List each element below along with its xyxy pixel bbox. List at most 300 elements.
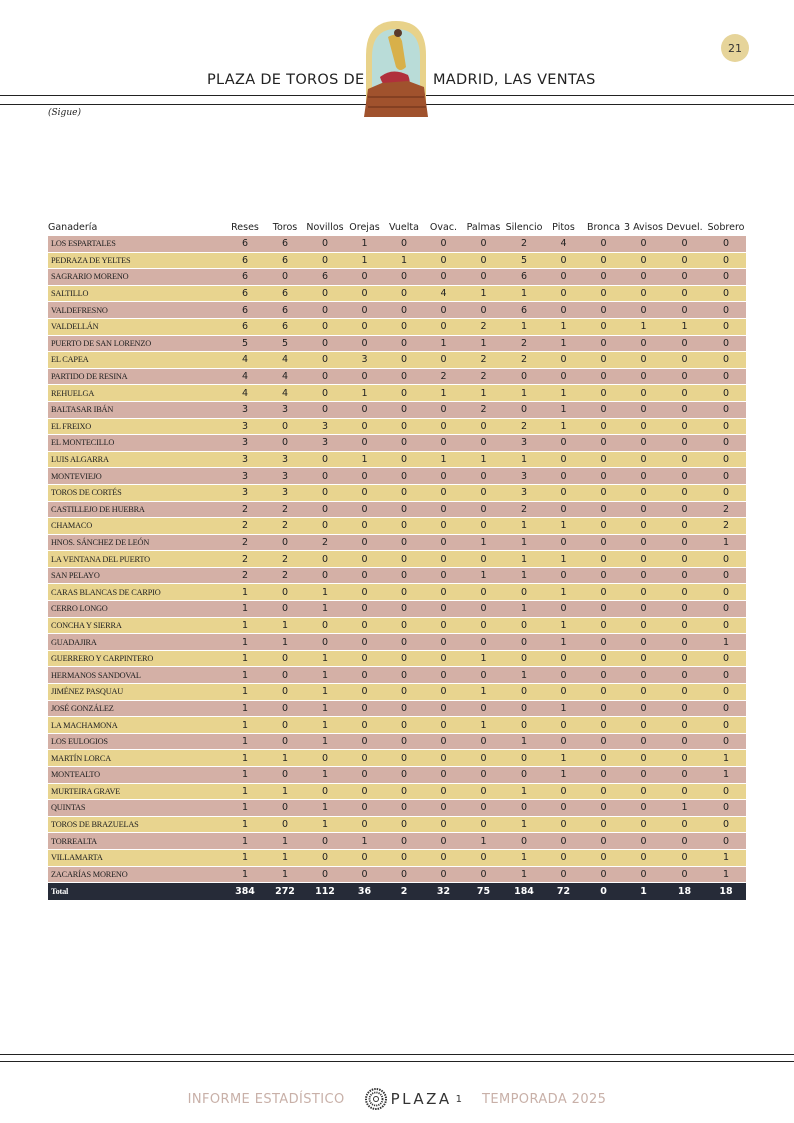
value-cell: 0	[583, 501, 624, 518]
value-cell: 3	[225, 468, 265, 485]
table-row	[48, 816, 746, 833]
value-cell: 1	[504, 733, 544, 750]
value-cell: 0	[663, 833, 706, 850]
value-cell: 0	[305, 335, 345, 352]
value-cell: 0	[424, 269, 463, 286]
table-row	[48, 849, 746, 866]
table-row	[48, 783, 746, 800]
value-cell: 1	[305, 700, 345, 717]
value-cell: 0	[384, 352, 424, 369]
value-cell: 0	[624, 634, 663, 651]
value-cell: 1	[504, 551, 544, 568]
value-cell: 0	[305, 302, 345, 319]
value-cell: 3	[305, 435, 345, 452]
column-header: Toros	[272, 222, 298, 233]
ganaderia-name-cell: PARTIDO DE RESINA	[48, 368, 225, 385]
value-cell: 0	[345, 733, 384, 750]
value-cell: 1	[225, 750, 265, 767]
table-row	[48, 285, 746, 302]
table-row	[48, 717, 746, 734]
value-cell: 2	[706, 518, 746, 535]
ganaderia-name-cell: LOS EULOGIOS	[48, 733, 225, 750]
value-cell: 0	[504, 750, 544, 767]
value-cell: 0	[663, 684, 706, 701]
value-cell: 1	[265, 617, 305, 634]
value-cell: 0	[463, 767, 504, 784]
value-cell: 0	[305, 567, 345, 584]
value-cell: 1	[706, 866, 746, 883]
value-cell: 0	[544, 468, 583, 485]
value-cell: 0	[345, 601, 384, 618]
value-cell: 6	[265, 318, 305, 335]
value-cell: 0	[706, 435, 746, 452]
value-cell: 0	[583, 717, 624, 734]
value-cell: 0	[624, 451, 663, 468]
table-total-row	[48, 883, 746, 901]
value-cell: 0	[663, 269, 706, 286]
value-cell: 0	[384, 849, 424, 866]
value-cell: 0	[706, 352, 746, 369]
value-cell: 0	[305, 352, 345, 369]
value-cell: 0	[463, 518, 504, 535]
value-cell: 0	[424, 352, 463, 369]
value-cell: 0	[583, 318, 624, 335]
table-row	[48, 501, 746, 518]
value-cell: 0	[463, 468, 504, 485]
value-cell: 4	[265, 385, 305, 402]
column-header: Reses	[231, 222, 259, 233]
value-cell: 32	[424, 883, 463, 901]
value-cell: 1	[225, 667, 265, 684]
value-cell: 3	[265, 484, 305, 501]
value-cell: 4	[225, 352, 265, 369]
value-cell: 0	[504, 584, 544, 601]
ganaderia-name-cell: CARAS BLANCAS DE CARPIO	[48, 584, 225, 601]
value-cell: 0	[384, 833, 424, 850]
table-row	[48, 269, 746, 286]
ganaderia-name-cell: EL CAPEA	[48, 352, 225, 369]
value-cell: 0	[583, 700, 624, 717]
value-cell: 1	[225, 601, 265, 618]
value-cell: 0	[384, 733, 424, 750]
ganaderia-name-cell: PEDRAZA DE YELTES	[48, 252, 225, 269]
ganaderia-name-cell: SAN PELAYO	[48, 567, 225, 584]
value-cell: 0	[305, 783, 345, 800]
value-cell: 1	[305, 684, 345, 701]
value-cell: 0	[424, 435, 463, 452]
value-cell: 1	[504, 667, 544, 684]
value-cell: 0	[345, 650, 384, 667]
ganaderia-name-cell: JOSÉ GONZÁLEZ	[48, 700, 225, 717]
value-cell: 0	[384, 800, 424, 817]
value-cell: 0	[544, 816, 583, 833]
value-cell: 0	[544, 352, 583, 369]
value-cell: 1	[463, 684, 504, 701]
value-cell: 1	[265, 783, 305, 800]
value-cell: 0	[384, 418, 424, 435]
value-cell: 0	[504, 833, 544, 850]
value-cell: 0	[424, 750, 463, 767]
table-row	[48, 700, 746, 717]
value-cell: 1	[225, 866, 265, 883]
value-cell: 0	[384, 236, 424, 252]
value-cell: 0	[424, 667, 463, 684]
value-cell: 3	[504, 484, 544, 501]
value-cell: 0	[345, 335, 384, 352]
value-cell: 2	[504, 418, 544, 435]
value-cell: 0	[624, 684, 663, 701]
value-cell: 0	[384, 700, 424, 717]
value-cell: 0	[624, 700, 663, 717]
value-cell: 0	[663, 667, 706, 684]
value-cell: 0	[663, 451, 706, 468]
value-cell: 0	[544, 601, 583, 618]
value-cell: 1	[225, 684, 265, 701]
value-cell: 0	[384, 684, 424, 701]
value-cell: 0	[624, 401, 663, 418]
value-cell: 0	[583, 518, 624, 535]
value-cell: 4	[265, 368, 305, 385]
value-cell: 2	[384, 883, 424, 901]
value-cell: 0	[265, 534, 305, 551]
value-cell: 0	[624, 252, 663, 269]
value-cell: 0	[706, 484, 746, 501]
footer-season-label: TEMPORADA 2025	[482, 1091, 607, 1107]
value-cell: 0	[706, 418, 746, 435]
value-cell: 0	[504, 634, 544, 651]
value-cell: 0	[706, 833, 746, 850]
column-header: Silencio	[505, 222, 543, 233]
value-cell: 0	[384, 335, 424, 352]
ganaderia-name-cell: MONTEVIEJO	[48, 468, 225, 485]
value-cell: 0	[663, 551, 706, 568]
value-cell: 5	[504, 252, 544, 269]
value-cell: 0	[583, 634, 624, 651]
value-cell: 1	[544, 584, 583, 601]
value-cell: 0	[305, 468, 345, 485]
value-cell: 0	[663, 468, 706, 485]
value-cell: 1	[706, 534, 746, 551]
ganaderia-name-cell: VALDELLÁN	[48, 318, 225, 335]
value-cell: 0	[305, 484, 345, 501]
value-cell: 0	[663, 717, 706, 734]
value-cell: 6	[265, 285, 305, 302]
value-cell: 1	[463, 534, 504, 551]
ganaderia-name-cell: LUIS ALGARRA	[48, 451, 225, 468]
header-title-left: PLAZA DE TOROS DE	[207, 72, 365, 88]
brand-superscript: 1	[455, 1093, 462, 1105]
value-cell: 0	[424, 401, 463, 418]
value-cell: 0	[424, 717, 463, 734]
value-cell: 184	[504, 883, 544, 901]
value-cell: 0	[624, 551, 663, 568]
value-cell: 0	[345, 368, 384, 385]
value-cell: 18	[663, 883, 706, 901]
value-cell: 0	[624, 816, 663, 833]
value-cell: 1	[663, 800, 706, 817]
value-cell: 0	[624, 418, 663, 435]
value-cell: 1	[225, 783, 265, 800]
value-cell: 0	[624, 269, 663, 286]
value-cell: 1	[265, 833, 305, 850]
value-cell: 0	[305, 385, 345, 402]
value-cell: 0	[265, 733, 305, 750]
value-cell: 1	[463, 451, 504, 468]
value-cell: 6	[265, 236, 305, 252]
value-cell: 18	[706, 883, 746, 901]
value-cell: 0	[463, 584, 504, 601]
value-cell: 0	[624, 335, 663, 352]
value-cell: 0	[424, 650, 463, 667]
value-cell: 1	[504, 518, 544, 535]
value-cell: 0	[663, 401, 706, 418]
value-cell: 2	[706, 501, 746, 518]
value-cell: 0	[706, 368, 746, 385]
value-cell: 0	[583, 800, 624, 817]
value-cell: 0	[663, 236, 706, 252]
value-cell: 1	[544, 767, 583, 784]
value-cell: 0	[463, 800, 504, 817]
value-cell: 0	[544, 534, 583, 551]
ganaderia-name-cell: MONTEALTO	[48, 767, 225, 784]
value-cell: 1	[706, 849, 746, 866]
value-cell: 1	[544, 634, 583, 651]
value-cell: 0	[583, 401, 624, 418]
value-cell: 0	[463, 617, 504, 634]
value-cell: 0	[384, 617, 424, 634]
value-cell: 0	[624, 368, 663, 385]
value-cell: 6	[225, 302, 265, 319]
value-cell: 0	[583, 883, 624, 901]
table-row	[48, 684, 746, 701]
value-cell: 0	[384, 285, 424, 302]
ganaderias-table	[48, 219, 746, 901]
value-cell: 0	[305, 285, 345, 302]
value-cell: 0	[544, 717, 583, 734]
value-cell: 0	[583, 418, 624, 435]
value-cell: 0	[624, 733, 663, 750]
value-cell: 0	[706, 667, 746, 684]
value-cell: 0	[544, 783, 583, 800]
value-cell: 1	[305, 667, 345, 684]
value-cell: 0	[424, 484, 463, 501]
value-cell: 1	[225, 833, 265, 850]
table-row	[48, 451, 746, 468]
value-cell: 0	[463, 816, 504, 833]
value-cell: 0	[544, 733, 583, 750]
value-cell: 3	[265, 468, 305, 485]
value-cell: 0	[544, 368, 583, 385]
value-cell: 0	[384, 318, 424, 335]
value-cell: 0	[583, 684, 624, 701]
value-cell: 3	[265, 401, 305, 418]
value-cell: 0	[624, 567, 663, 584]
value-cell: 1	[265, 750, 305, 767]
value-cell: 0	[663, 335, 706, 352]
value-cell: 384	[225, 883, 265, 901]
ganaderia-name-cell: GUERRERO Y CARPINTERO	[48, 650, 225, 667]
value-cell: 1	[504, 318, 544, 335]
value-cell: 1	[305, 717, 345, 734]
value-cell: 0	[583, 816, 624, 833]
value-cell: 0	[583, 551, 624, 568]
value-cell: 0	[663, 816, 706, 833]
value-cell: 1	[225, 717, 265, 734]
value-cell: 0	[463, 418, 504, 435]
value-cell: 0	[706, 269, 746, 286]
value-cell: 0	[504, 401, 544, 418]
ganaderia-name-cell: ZACARÍAS MORENO	[48, 866, 225, 883]
ganaderia-name-cell: BALTASAR IBÁN	[48, 401, 225, 418]
value-cell: 0	[544, 684, 583, 701]
value-cell: 2	[225, 518, 265, 535]
value-cell: 0	[265, 700, 305, 717]
value-cell: 1	[504, 849, 544, 866]
value-cell: 0	[504, 650, 544, 667]
value-cell: 2	[265, 567, 305, 584]
value-cell: 1	[305, 800, 345, 817]
value-cell: 0	[706, 252, 746, 269]
value-cell: 0	[384, 468, 424, 485]
value-cell: 0	[663, 518, 706, 535]
value-cell: 0	[663, 534, 706, 551]
value-cell: 0	[265, 435, 305, 452]
value-cell: 0	[583, 385, 624, 402]
value-cell: 0	[345, 700, 384, 717]
value-cell: 0	[544, 285, 583, 302]
column-header: Bronca	[586, 222, 621, 233]
table-row	[48, 866, 746, 883]
value-cell: 0	[663, 733, 706, 750]
value-cell: 2	[225, 567, 265, 584]
value-cell: 0	[706, 468, 746, 485]
value-cell: 0	[544, 484, 583, 501]
header-title-right: MADRID, LAS VENTAS	[433, 72, 596, 88]
value-cell: 0	[265, 684, 305, 701]
value-cell: 0	[305, 451, 345, 468]
value-cell: 0	[583, 236, 624, 252]
value-cell: 0	[583, 484, 624, 501]
column-header: Orejas	[349, 222, 380, 233]
value-cell: 0	[706, 451, 746, 468]
value-cell: 1	[504, 567, 544, 584]
value-cell: 1	[544, 385, 583, 402]
column-header: 3 Avisos	[624, 222, 663, 233]
value-cell: 0	[706, 551, 746, 568]
value-cell: 0	[663, 866, 706, 883]
value-cell: 2	[265, 551, 305, 568]
value-cell: 1	[384, 252, 424, 269]
value-cell: 2	[265, 518, 305, 535]
value-cell: 1	[225, 849, 265, 866]
value-cell: 0	[706, 800, 746, 817]
table-row	[48, 236, 746, 252]
value-cell: 1	[225, 617, 265, 634]
value-cell: 6	[504, 302, 544, 319]
ganaderia-name-cell: TORREALTA	[48, 833, 225, 850]
value-cell: 0	[624, 501, 663, 518]
value-cell: 0	[624, 468, 663, 485]
value-cell: 0	[424, 816, 463, 833]
value-cell: 0	[583, 368, 624, 385]
value-cell: 0	[663, 501, 706, 518]
value-cell: 0	[706, 567, 746, 584]
value-cell: 1	[305, 650, 345, 667]
value-cell: 112	[305, 883, 345, 901]
column-header: Vuelta	[389, 222, 419, 233]
value-cell: 0	[424, 634, 463, 651]
value-cell: 0	[345, 534, 384, 551]
value-cell: 1	[544, 335, 583, 352]
value-cell: 0	[583, 750, 624, 767]
value-cell: 0	[663, 783, 706, 800]
value-cell: 1	[265, 849, 305, 866]
table-row	[48, 750, 746, 767]
ganaderia-name-cell: TOROS DE CORTÉS	[48, 484, 225, 501]
table-row	[48, 318, 746, 335]
value-cell: 0	[624, 518, 663, 535]
value-cell: 1	[504, 816, 544, 833]
value-cell: 272	[265, 883, 305, 901]
value-cell: 0	[345, 767, 384, 784]
value-cell: 0	[345, 484, 384, 501]
value-cell: 0	[706, 385, 746, 402]
value-cell: 0	[663, 567, 706, 584]
value-cell: 0	[706, 584, 746, 601]
value-cell: 2	[504, 236, 544, 252]
plaza1-brand	[365, 1088, 462, 1110]
continued-note: (Sigue)	[48, 108, 81, 118]
ganaderia-name-cell: LOS ESPARTALES	[48, 236, 225, 252]
value-cell: 0	[305, 236, 345, 252]
value-cell: 1	[504, 783, 544, 800]
value-cell: 1	[663, 318, 706, 335]
value-cell: 3	[305, 418, 345, 435]
value-cell: 1	[345, 236, 384, 252]
value-cell: 0	[345, 518, 384, 535]
table-row	[48, 650, 746, 667]
value-cell: 4	[265, 352, 305, 369]
value-cell: 0	[384, 518, 424, 535]
value-cell: 1	[624, 883, 663, 901]
value-cell: 0	[424, 617, 463, 634]
value-cell: 0	[424, 767, 463, 784]
value-cell: 1	[305, 601, 345, 618]
bullfighter-logo-image	[358, 17, 434, 117]
value-cell: 0	[345, 634, 384, 651]
value-cell: 0	[624, 385, 663, 402]
value-cell: 0	[424, 833, 463, 850]
value-cell: 0	[544, 269, 583, 286]
ganaderia-name-cell: HNOS. SÁNCHEZ DE LEÓN	[48, 534, 225, 551]
value-cell: 0	[583, 833, 624, 850]
value-cell: 0	[463, 849, 504, 866]
value-cell: 0	[384, 534, 424, 551]
value-cell: 0	[624, 833, 663, 850]
value-cell: 0	[384, 401, 424, 418]
value-cell: 0	[663, 700, 706, 717]
value-cell: 1	[544, 617, 583, 634]
value-cell: 0	[624, 717, 663, 734]
table-row	[48, 833, 746, 850]
value-cell: 1	[504, 866, 544, 883]
value-cell: 0	[663, 849, 706, 866]
value-cell: 0	[663, 767, 706, 784]
value-cell: 0	[345, 302, 384, 319]
value-cell: 1	[706, 767, 746, 784]
value-cell: 0	[424, 783, 463, 800]
table-row	[48, 617, 746, 634]
